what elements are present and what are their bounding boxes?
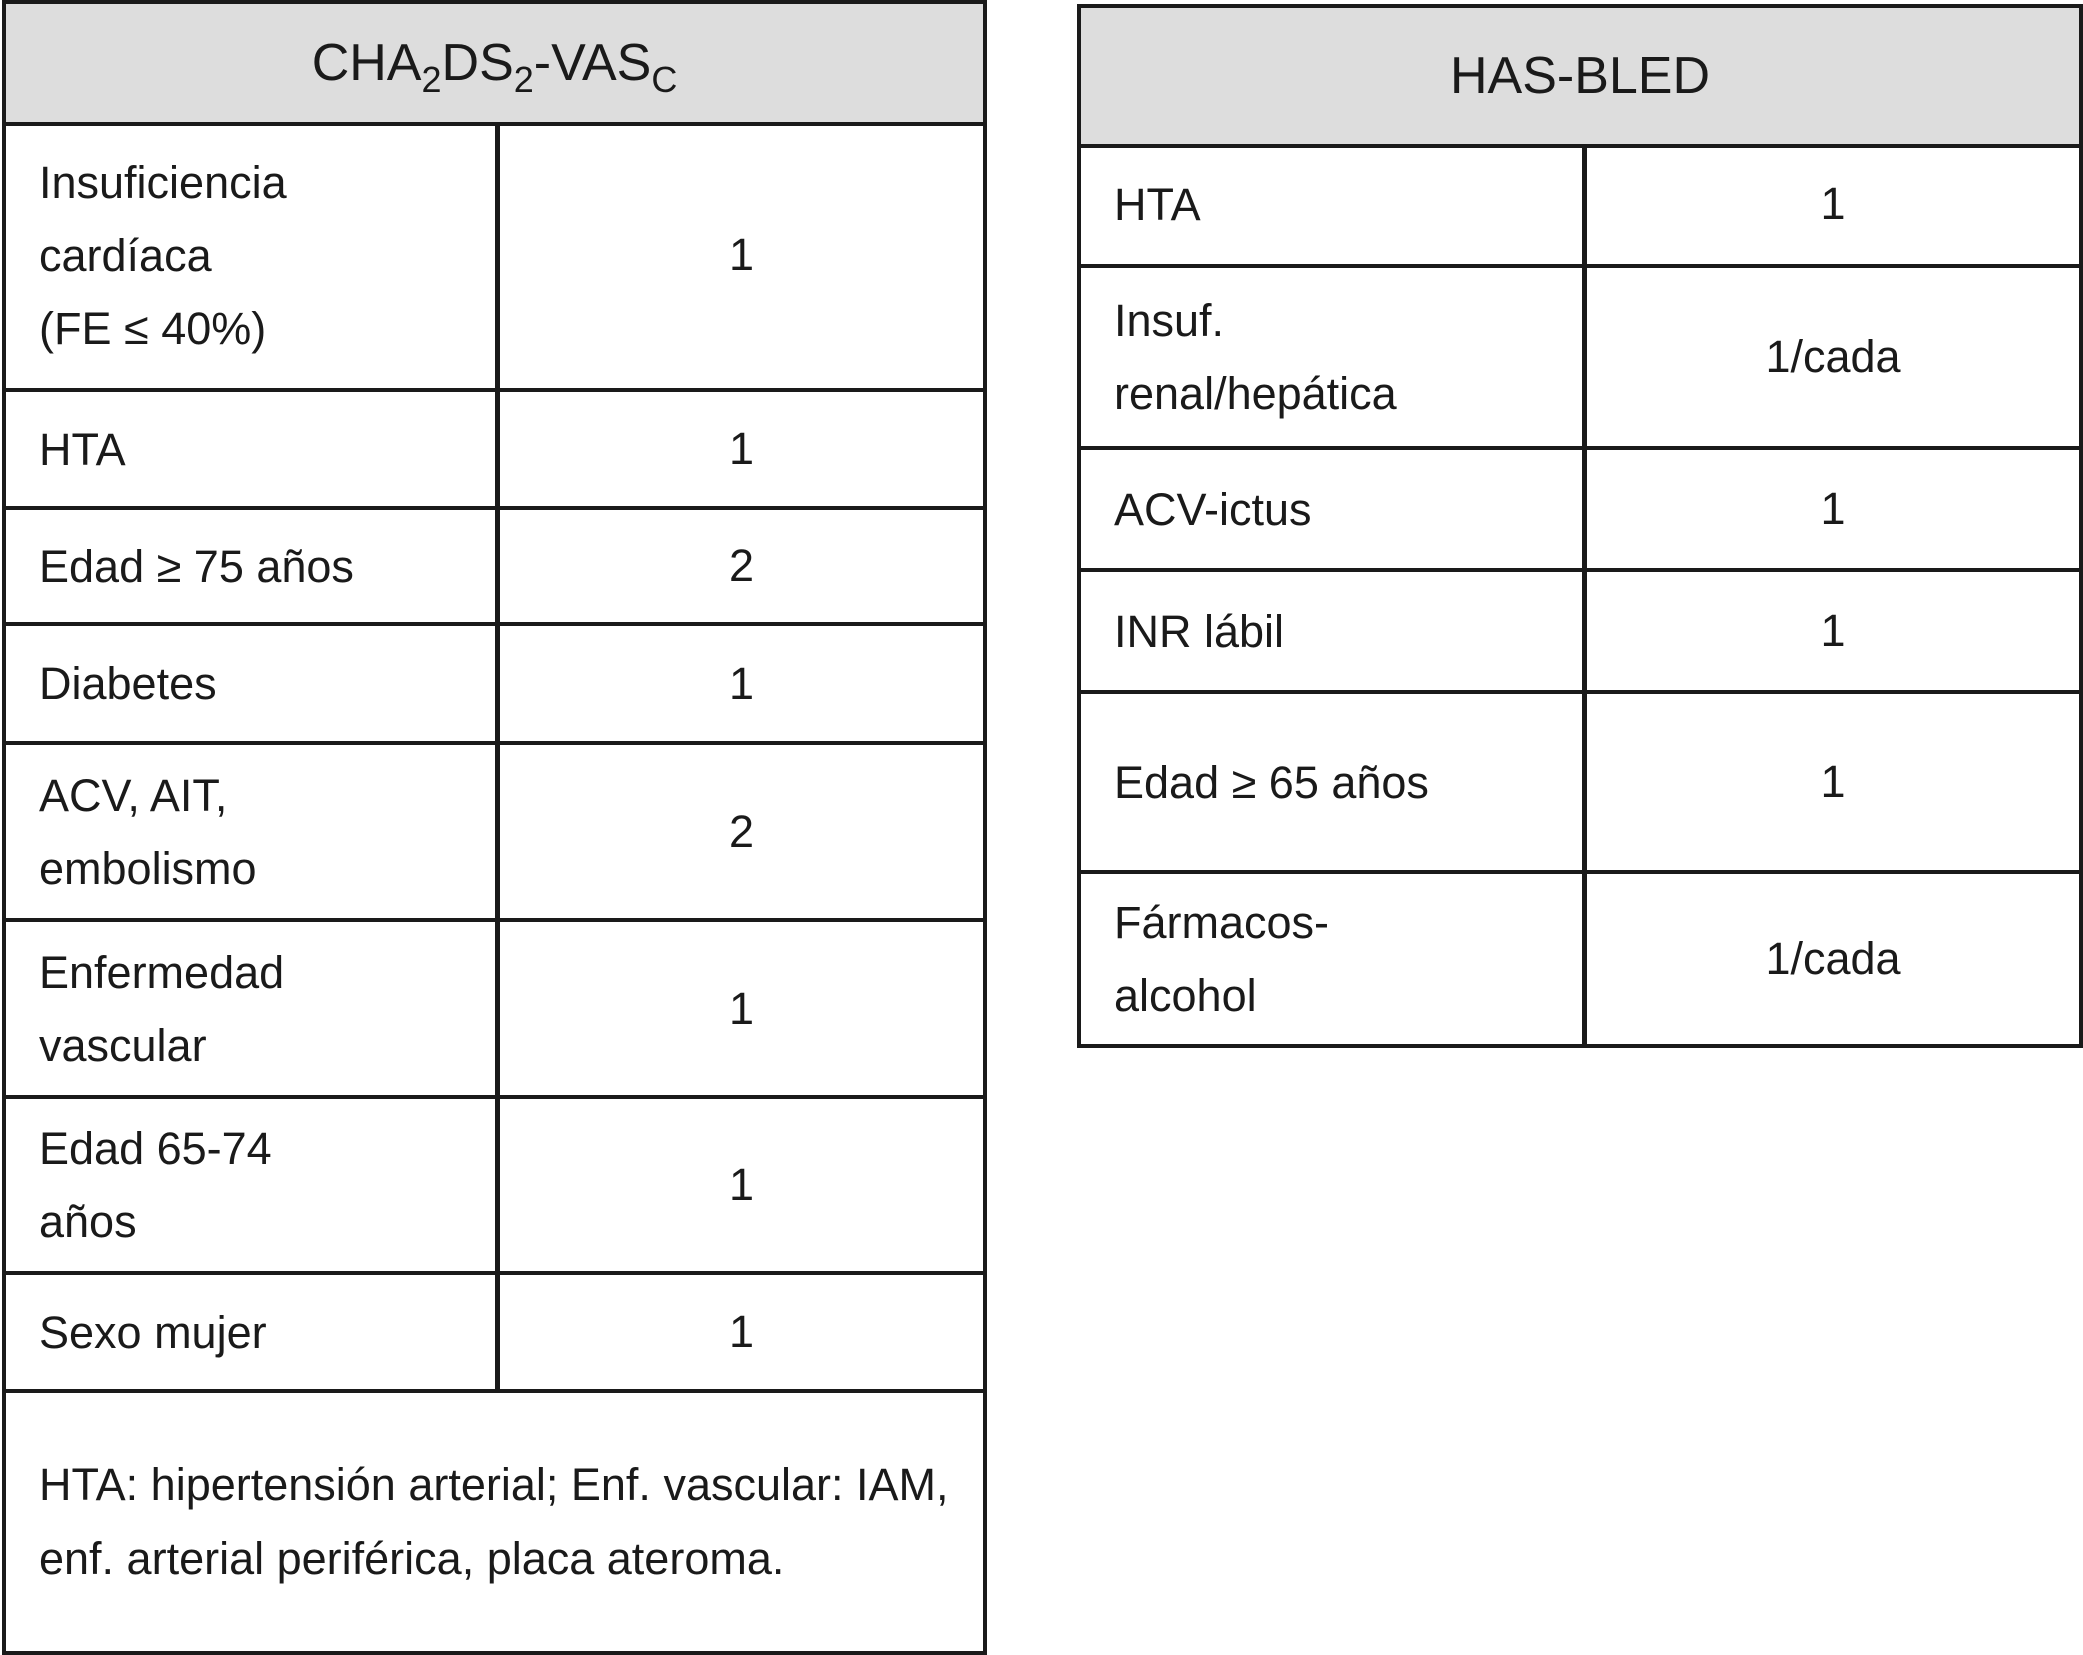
abbreviations-note-text: HTA: hipertensión arterial; Enf. vascular: IAM, enf. arterial periférica, placa ateroma. [39,1459,949,1584]
row-score: 1 [1582,572,2079,690]
row-score: 1 [495,1099,983,1271]
table-row [6,122,983,388]
table-row [6,506,983,622]
hasbled-table [1077,4,2083,1048]
row-label: Fármacos- alcohol [1114,897,1330,1021]
row-label: HTA [39,423,126,475]
table-row [1081,264,2079,446]
table-row [1081,446,2079,568]
cha2ds2vasc-table [2,0,987,1655]
table-row [6,622,983,741]
row-score: 1 [495,922,983,1095]
row-label: Edad ≥ 65 años [1114,756,1429,808]
row-label: ACV-ictus [1114,483,1312,535]
row-score: 1 [495,122,983,388]
row-score: 1 [495,392,983,506]
row-score: 1 [1582,450,2079,568]
row-score: 1/cada [1582,268,2079,446]
row-label: HTA [1114,178,1201,230]
row-score: 1/cada [1582,874,2079,1044]
table-row [1081,568,2079,690]
cha2ds2vasc-header [6,4,983,126]
table-row [6,741,983,918]
hasbled-header [1081,8,2079,148]
table-row [1081,870,2079,1044]
table-row [1081,144,2079,264]
hasbled-title: HAS-BLED [1449,47,1711,105]
row-label: ACV, AIT, embolismo [39,769,257,894]
table-row [6,918,983,1095]
row-label: Insuficiencia cardíaca (FE ≤ 40%) [39,156,287,354]
row-label: Sexo mujer [39,1306,267,1358]
abbreviations-note [6,1389,983,1651]
row-score: 1 [1582,144,2079,264]
table-row [6,1271,983,1389]
table-row [6,388,983,506]
cha2ds2vasc-title: $CHA_2DS_2-VAS_C$ [311,34,678,100]
row-score: 2 [495,745,983,918]
row-label: Diabetes [39,658,217,709]
row-score: 2 [495,510,983,622]
row-score: 1 [495,626,983,741]
table-row [6,1095,983,1271]
row-label: Edad ≥ 75 años [39,540,354,592]
row-score: 1 [495,1275,983,1389]
row-label: Enfermedad vascular [39,946,285,1071]
row-score: 1 [1582,694,2079,870]
row-label: Edad 65-74 años [39,1123,272,1247]
table-row [1081,690,2079,870]
row-label: INR lábil [1114,605,1285,657]
row-label: Insuf. renal/hepática [1114,295,1397,419]
